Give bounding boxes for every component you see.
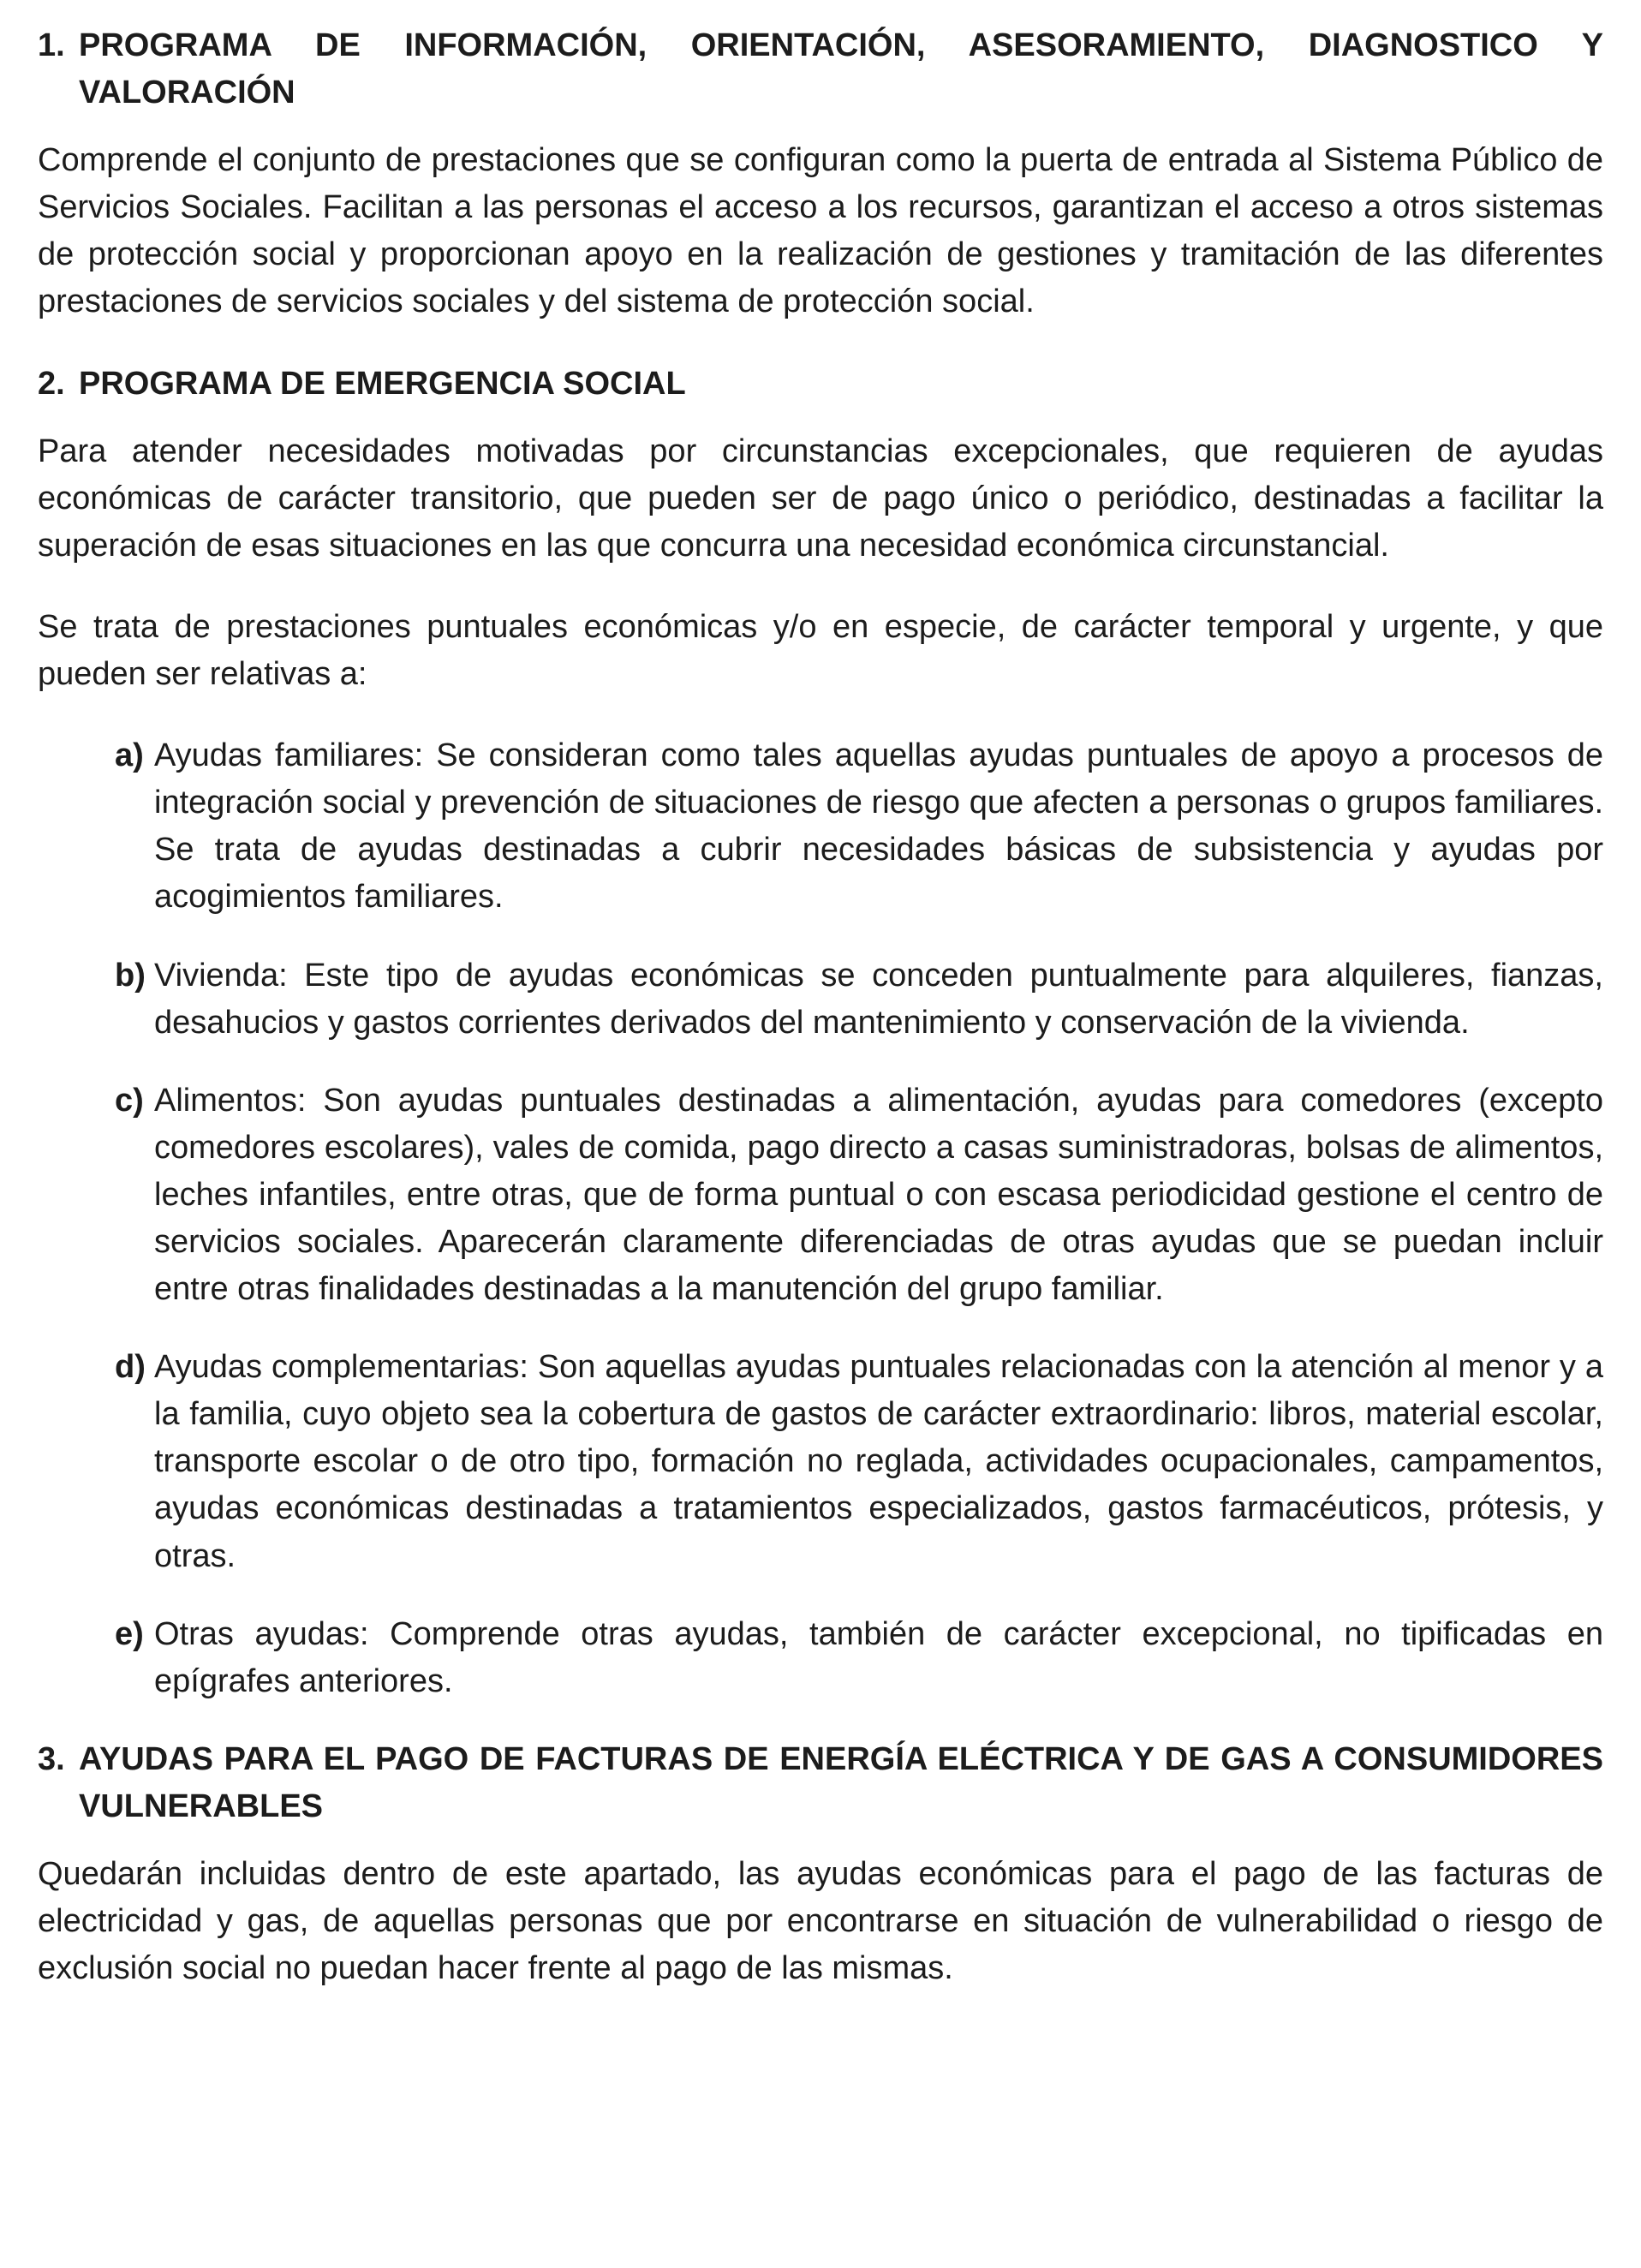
section-1-paragraph-1: Comprende el conjunto de prestaciones que se configuran como la puerta de entrada al Sistema Público de Servicios Sociales. Facilitan a las personas el acceso a los recursos, garantizan el acceso a otros sistemas de protección social y proporcionan apoyo en la realización de gestiones y tramitación de las diferentes prestaciones de servicios sociales y del sistema de protección social.: [38, 142, 1603, 320]
list-item-c: [115, 1077, 1603, 1313]
list-item-c-text: Alimentos: Son ayudas puntuales destinadas a alimentación, ayudas para comedores (excepto comedores escolares), vales de comida, pago directo a casas suministradoras, bolsas de alimentos, leches infantiles, entre otras, que de forma puntual o con escasa periodicidad gestione el centro de servicios sociales. Aparecerán claramente diferenciadas de otras ayudas que se puedan incluir entre otras finalidades destinadas a la manutención del grupo familiar.: [154, 1082, 1603, 1308]
section-2-number: 2.: [38, 365, 65, 402]
section-3-paragraph-1: Quedarán incluidas dentro de este apartado, las ayudas económicas para el pago de las facturas de electricidad y gas, de aquellas personas que por encontrarse en situación de vulnerabilidad o riesgo de exclusión social no puedan hacer frente al pago de las mismas.: [38, 1856, 1603, 1987]
list-item-e-text: Otras ayudas: Comprende otras ayudas, también de carácter excepcional, no tipificadas en epígrafes anteriores.: [154, 1615, 1603, 1699]
list-item-a-label: a): [115, 737, 144, 774]
section-3-title: AYUDAS PARA EL PAGO DE FACTURAS DE ENERGÍA ELÉCTRICA Y DE GAS A CONSUMIDORES VULNERABLES: [79, 1740, 1603, 1824]
list-item-c-label: c): [115, 1082, 144, 1119]
list-item-e: [115, 1611, 1603, 1705]
list-item-d: [115, 1344, 1603, 1579]
section-1-heading: [38, 22, 1603, 116]
section-3-number: 3.: [38, 1740, 65, 1777]
list-item-d-text: Ayudas complementarias: Son aquellas ayudas puntuales relacionadas con la atención al menor y a la familia, cuyo objeto sea la cobertura de gastos de carácter extraordinario: libros, material escolar, transporte escolar o de otro tipo, formación no reglada, actividades ocupacionales, campamentos, ayudas económicas destinadas a tratamientos especializados, gastos farmacéuticos, prótesis, y otras.: [154, 1349, 1603, 1574]
list-item-e-label: e): [115, 1615, 144, 1652]
list-item-a-text: Ayudas familiares: Se consideran como tales aquellas ayudas puntuales de apoyo a procesos de integración social y prevención de situaciones de riesgo que afecten a personas o grupos familiares. Se trata de ayudas destinadas a cubrir necesidades básicas de subsistencia y ayudas por acogimientos familiares.: [154, 737, 1603, 916]
list-item-d-label: d): [115, 1349, 146, 1386]
section-2-paragraph-1: Para atender necesidades motivadas por circunstancias excepcionales, que requieren de ayudas económicas de carácter transitorio, que pueden ser de pago único o periódico, destinadas a facilitar la superación de esas situaciones en las que concurra una necesidad económica circunstancial.: [38, 433, 1603, 564]
list-item-b-label: b): [115, 957, 146, 994]
list-item-a: [115, 732, 1603, 921]
section-1-number: 1.: [38, 27, 65, 63]
list-item-b-text: Vivienda: Este tipo de ayudas económicas se conceden puntualmente para alquileres, fianzas, desahucios y gastos corrientes derivados del mantenimiento y conservación de la vivienda.: [154, 957, 1603, 1041]
section-1-title: PROGRAMA DE INFORMACIÓN, ORIENTACIÓN, ASESORAMIENTO, DIAGNOSTICO Y VALORACIÓN: [79, 27, 1603, 111]
list-item-b: [115, 952, 1603, 1047]
section-2-title: PROGRAMA DE EMERGENCIA SOCIAL: [79, 365, 686, 402]
section-2-paragraph-2: Se trata de prestaciones puntuales económicas y/o en especie, de carácter temporal y urgente, y que pueden ser relativas a:: [38, 608, 1603, 693]
section-3-heading: [38, 1736, 1603, 1830]
section-2-heading: [38, 361, 1603, 408]
emergency-aid-list: [38, 732, 1603, 1705]
